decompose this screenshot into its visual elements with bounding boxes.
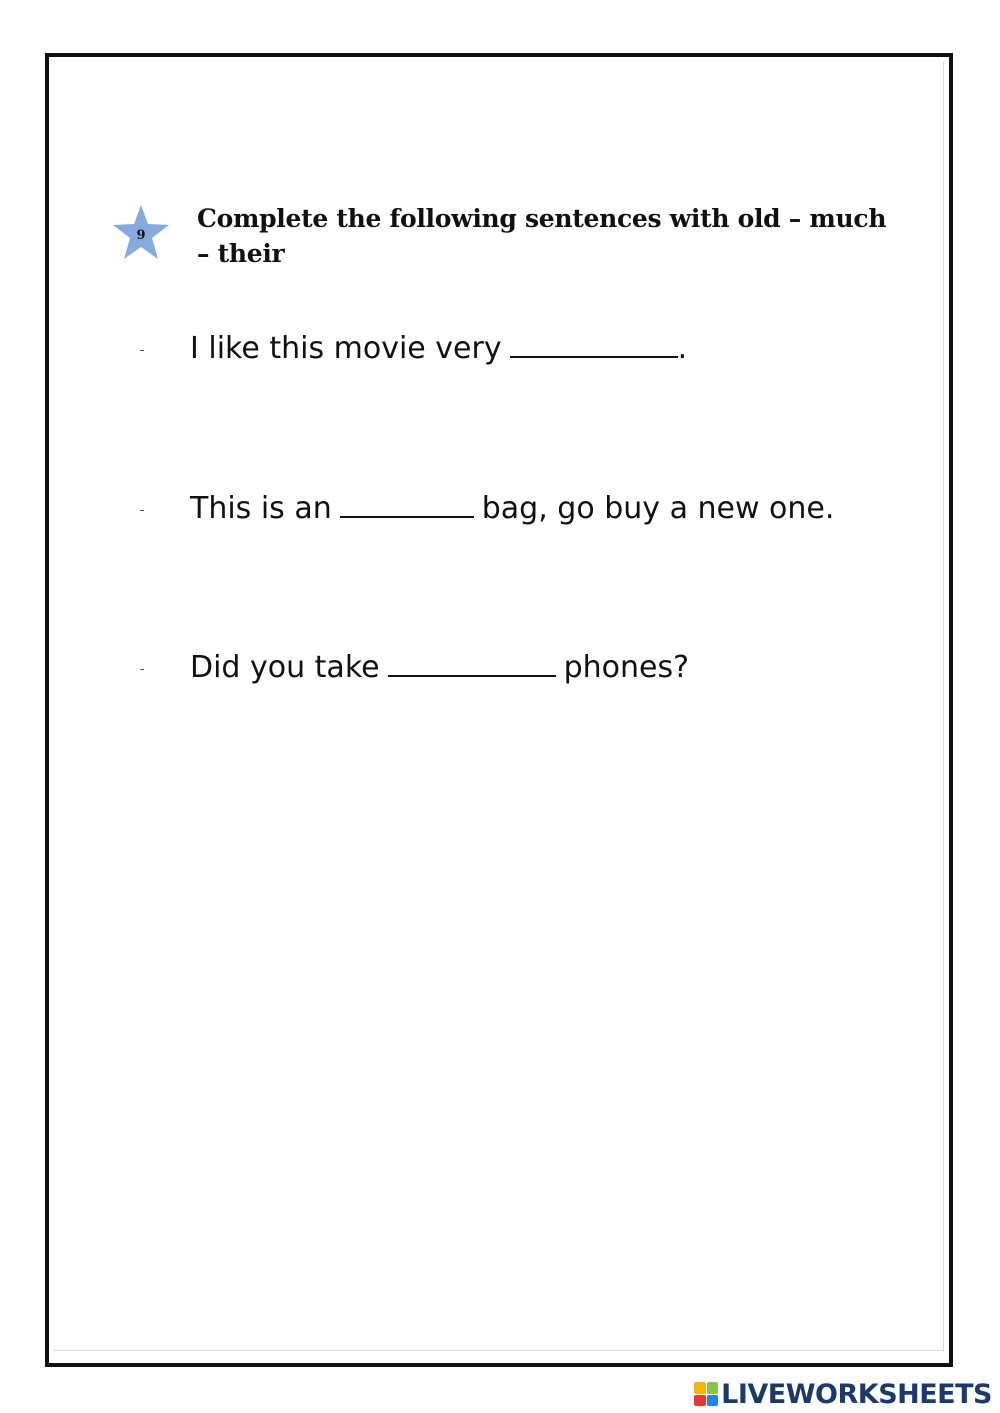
logo-text: LIVEWORKSHEETS [721,1378,992,1410]
answer-blank[interactable] [340,515,474,518]
answer-blank[interactable] [510,355,678,358]
sentence-item [140,329,940,369]
sentence-text-before: This is an [190,491,332,526]
liveworksheets-logo [694,1379,992,1409]
sentence-bullet: - [140,662,145,676]
sentence-item [140,648,940,688]
sentence-text-after: . [677,331,688,366]
sentence-text-before: Did you take [190,650,380,685]
sentence-text-after: phones? [563,650,690,685]
sentence-item [140,489,940,529]
sentence-text-before: I like this movie very [190,331,502,366]
exercise-instruction: Complete the following sentences with old – much – their [197,204,887,268]
answer-blank[interactable] [388,674,556,677]
exercise-number-badge [112,204,170,260]
sentence-text-after: bag, go buy a new one. [481,491,835,526]
sentence-bullet: - [140,503,145,517]
sentence-bullet: - [140,343,145,357]
logo-grid-icon [694,1382,718,1406]
exercise-number: 9 [136,228,146,243]
